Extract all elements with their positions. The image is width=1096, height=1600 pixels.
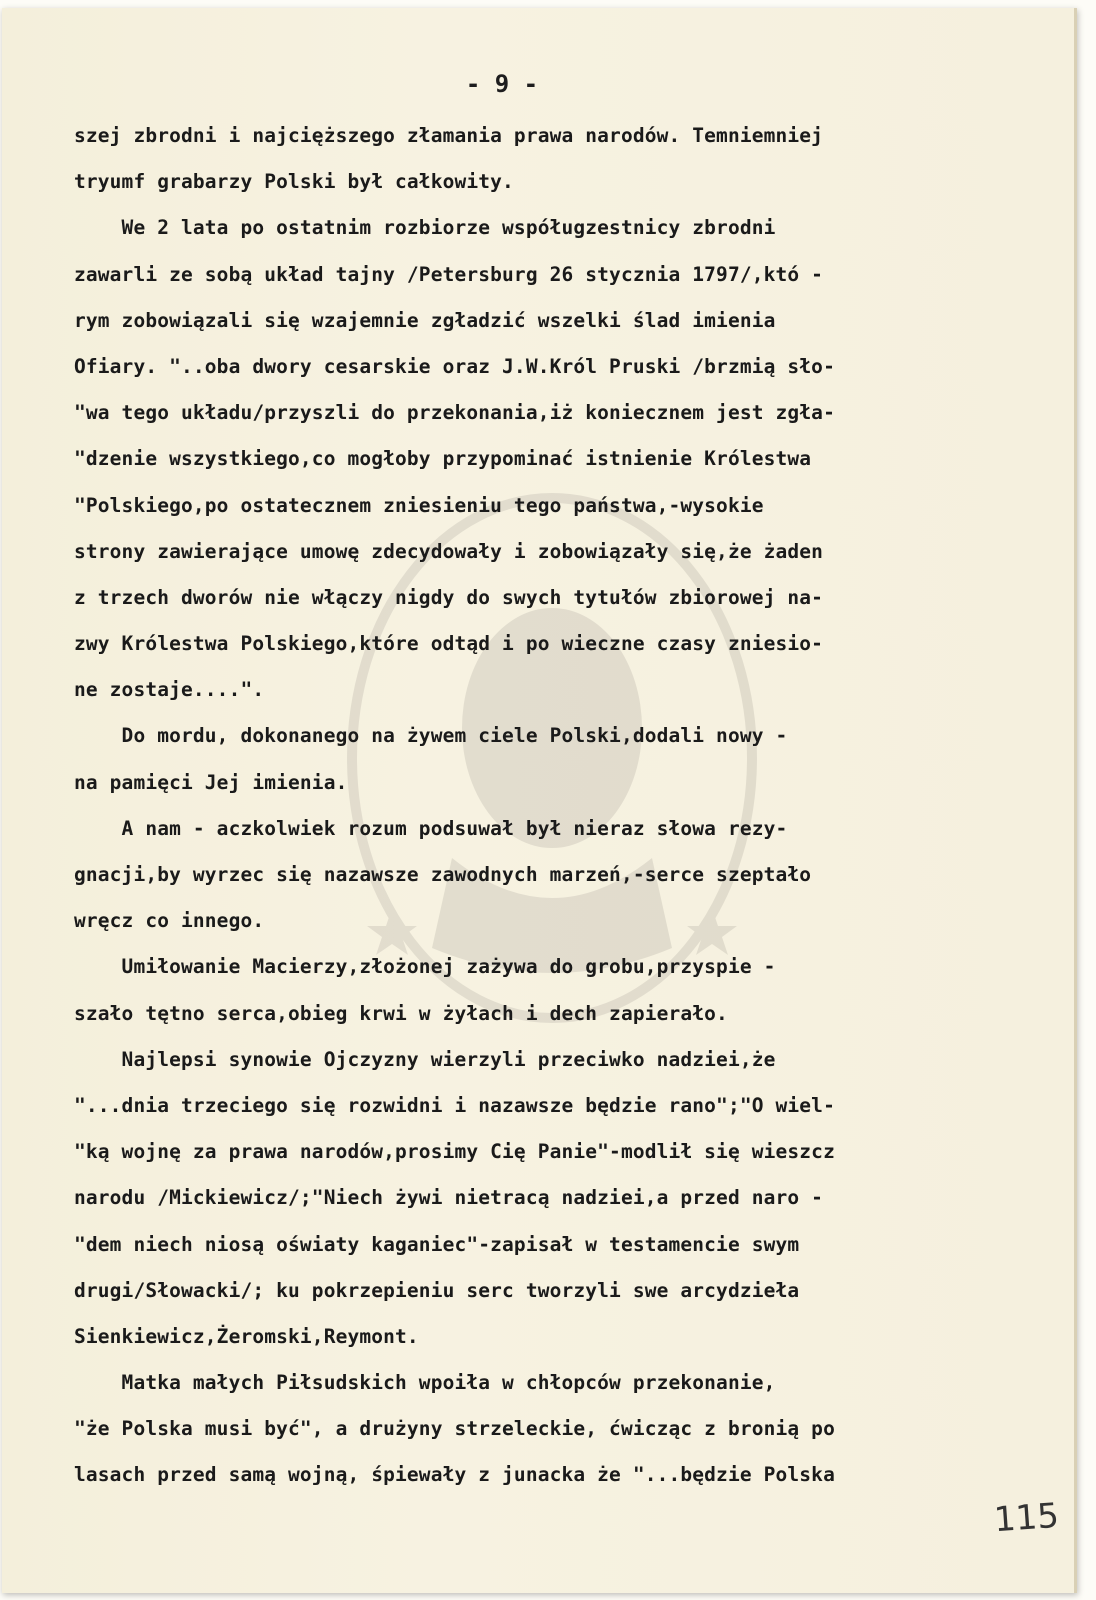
text-line: rym zobowiązali się wzajemnie zgładzić wszelki ślad imienia [74,308,776,332]
typewritten-text [74,113,1044,1499]
text-line: szej zbrodni i najcięższego złamania prawa narodów. Temniemniej [74,124,824,147]
page-number: - 9 - [465,70,539,98]
text-line: Do mordu, dokonanego na żywem ciele Polski,dodali nowy - [74,724,788,748]
text-line: A nam - aczkolwiek rozum podsuwał był nieraz słowa rezy- [74,816,788,840]
text-line: zawarli ze sobą układ tajny /Petersburg 26 stycznia 1797/,któ - [74,262,824,286]
text-line: szało tętno serca,obieg krwi w żyłach i dech zapierało. [74,1001,728,1025]
text-line: Ofiary. "..oba dwory cesarskie oraz J.W.Król Pruski /brzmią sło- [74,354,835,378]
text-line: lasach przed samą wojną, śpiewały z junacka że "...będzie Polska [74,1463,835,1487]
text-line: "wa tego układu/przyszli do przekonania,iż koniecznem jest zgła- [74,401,835,425]
text-line: Umiłowanie Macierzy,złożonej zażywa do grobu,przyspie - [74,955,776,979]
text-line: tryumf grabarzy Polski był całkowity. [74,170,514,194]
text-line: "...dnia trzeciego się rozwidni i nazawsze będzie rano";"O wiel- [74,1093,835,1117]
text-line: drugi/Słowacki/; ku pokrzepieniu serc tworzyli swe arcydzieła [74,1278,800,1302]
text-line: "dem niech niosą oświaty kaganiec"-zapisał w testamencie swym [74,1232,800,1256]
text-line: Matka małych Piłsudskich wpoiła w chłopców przekonanie, [74,1371,776,1395]
text-line: Sienkiewicz,Żeromski,Reymont. [74,1324,419,1348]
document-page [2,8,1077,1593]
text-line: ne zostaje....". [74,678,265,702]
text-line: We 2 lata po ostatnim rozbiorze współugzestnicy zbrodni [74,216,776,240]
text-line: wręcz co innego. [74,909,265,933]
text-line: strony zawierające umowę zdecydowały i zobowiązały się,że żaden [74,539,824,563]
text-line: z trzech dworów nie włączy nigdy do swych tytułów zbiorowej na- [74,585,824,609]
text-line: "że Polska musi być", a drużyny strzeleckie, ćwicząc z bronią po [74,1417,835,1441]
text-line: na pamięci Jej imienia. [74,770,348,794]
text-line: gnacji,by wyrzec się nazawsze zawodnych marzeń,-serce szeptało [74,863,812,886]
text-line: "dzenie wszystkiego,co mogłoby przypominać istnienie Królestwa [74,447,812,471]
text-line: Najlepsi synowie Ojczyzny wierzyli przeciwko nadziei,że [74,1047,776,1071]
text-line: zwy Królestwa Polskiego,które odtąd i po wieczne czasy zniesio- [74,632,824,656]
text-line: "Polskiego,po ostatecznem zniesieniu tego państwa,-wysokie [74,493,764,517]
text-line: narodu /Mickiewicz/;"Niech żywi nietracą nadziei,a przed naro - [74,1186,824,1210]
text-line: "ką wojnę za prawa narodów,prosimy Cię Panie"-modlił się wieszcz [74,1140,835,1164]
handwritten-folio-number: 115 [992,1495,1061,1541]
